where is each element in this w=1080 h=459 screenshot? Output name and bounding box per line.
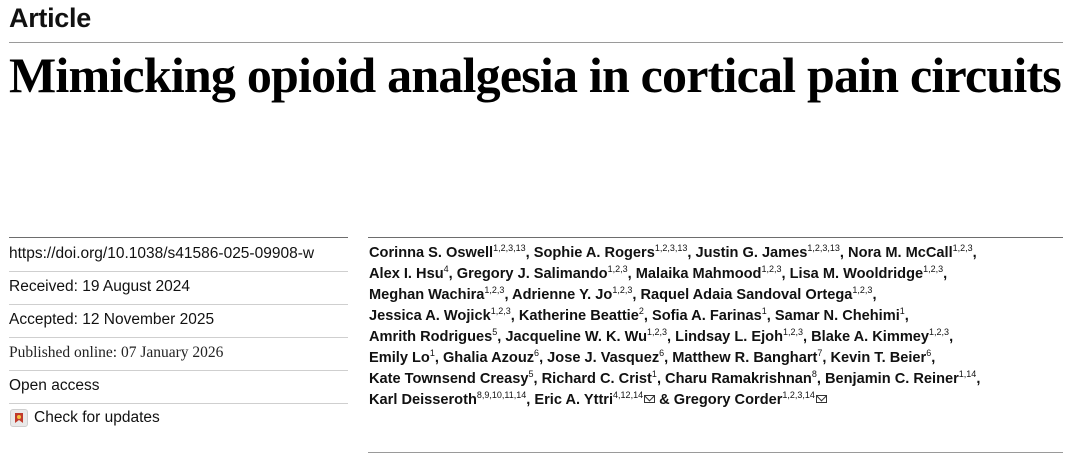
author-affiliation: 2	[638, 306, 644, 316]
author-affiliation: 1,14	[958, 369, 977, 379]
author-affiliation: 1,2,3	[484, 285, 505, 295]
author-name[interactable]: Amrith Rodrigues	[369, 329, 493, 345]
author-separator: ,	[448, 266, 457, 282]
author-separator: &	[655, 392, 674, 408]
author-affiliation: 1,2,3,13	[807, 243, 840, 253]
author-affiliation: 1,2,3	[929, 327, 950, 337]
author-line	[369, 264, 1069, 285]
author-name[interactable]: Katherine Beattie	[518, 308, 639, 324]
author-separator: ,	[949, 329, 954, 345]
author-affiliation: 1,2,3	[923, 264, 944, 274]
author-affiliation: 6	[659, 348, 665, 358]
author-separator: ,	[781, 266, 790, 282]
author-separator: ,	[904, 308, 909, 324]
author-affiliation: 1,2,3	[490, 306, 511, 316]
author-separator: ,	[664, 350, 673, 366]
author-affiliation: 5	[528, 369, 534, 379]
author-affiliation: 1	[761, 306, 767, 316]
doi-link[interactable]: https://doi.org/10.1038/s41586-025-09908-w	[9, 245, 315, 262]
mail-icon[interactable]	[644, 395, 655, 403]
author-name[interactable]: Gregory J. Salimando	[456, 266, 608, 282]
author-separator: ,	[766, 308, 775, 324]
author-affiliation: 1	[899, 306, 905, 316]
author-affiliation: 1,2,3	[612, 285, 633, 295]
author-line	[369, 348, 1069, 369]
article-title: Mimicking opioid analgesia in cortical pain circuits	[9, 47, 1061, 103]
meta-divider	[9, 271, 348, 272]
author-affiliation: 4,12,14	[613, 390, 644, 400]
author-separator: ,	[627, 266, 636, 282]
author-affiliation: 6	[926, 348, 932, 358]
author-separator: ,	[931, 350, 936, 366]
received-date: Received: 19 August 2024	[9, 278, 190, 295]
author-affiliation: 1	[651, 369, 657, 379]
author-name[interactable]: Richard C. Crist	[541, 371, 652, 387]
author-separator: ,	[803, 329, 812, 345]
author-name[interactable]: Raquel Adaia Sandoval Ortega	[640, 287, 853, 303]
author-name[interactable]: Samar N. Chehimi	[774, 308, 900, 324]
author-line	[369, 327, 1069, 348]
author-affiliation: 1,2,3	[647, 327, 668, 337]
author-line	[369, 390, 1069, 411]
author-list	[369, 243, 1069, 411]
author-name[interactable]: Kate Townsend Creasy	[369, 371, 529, 387]
accepted-date: Accepted: 12 November 2025	[9, 311, 215, 328]
author-separator: ,	[656, 371, 666, 387]
author-separator: ,	[632, 287, 641, 303]
author-separator: ,	[497, 329, 506, 345]
author-name[interactable]: Benjamin C. Reiner	[824, 371, 959, 387]
meta-divider	[9, 337, 348, 338]
author-separator: ,	[510, 308, 519, 324]
author-name[interactable]: Kevin T. Beier	[830, 350, 927, 366]
section-label: Article	[9, 3, 91, 33]
author-name[interactable]: Karl Deisseroth	[369, 392, 477, 408]
author-name[interactable]: Jacqueline W. K. Wu	[505, 329, 648, 345]
meta-divider	[9, 304, 348, 305]
authors-top-divider	[368, 237, 1063, 238]
author-line	[369, 243, 1069, 264]
author-name[interactable]: Charu Ramakrishnan	[665, 371, 812, 387]
author-separator: ,	[526, 392, 535, 408]
author-line	[369, 369, 1069, 390]
mail-icon[interactable]	[816, 395, 827, 403]
author-separator: ,	[943, 266, 948, 282]
author-name[interactable]: Jessica A. Wojick	[369, 308, 491, 324]
author-affiliation: 8	[811, 369, 817, 379]
meta-divider	[9, 403, 348, 404]
published-date: Published online: 07 January 2026	[9, 344, 224, 361]
author-name[interactable]: Malaika Mahmood	[635, 266, 762, 282]
author-line	[369, 285, 1069, 306]
author-affiliation: 1	[429, 348, 435, 358]
author-line	[369, 306, 1069, 327]
author-name[interactable]: Sofia A. Farinas	[651, 308, 762, 324]
author-name[interactable]: Eric A. Yttri	[534, 392, 614, 408]
author-name[interactable]: Meghan Wachira	[369, 287, 485, 303]
author-separator: ,	[643, 308, 652, 324]
header-divider	[9, 42, 1063, 43]
author-name[interactable]: Adrienne Y. Jo	[512, 287, 613, 303]
author-separator: ,	[839, 245, 849, 261]
author-separator: ,	[976, 371, 981, 387]
author-affiliation: 1,2,3	[783, 327, 804, 337]
author-separator: ,	[816, 371, 825, 387]
author-separator: ,	[525, 245, 534, 261]
author-affiliation: 1,2,3	[761, 264, 782, 274]
author-name[interactable]: Ghalia Azouz	[442, 350, 535, 366]
author-name[interactable]: Blake A. Kimmey	[811, 329, 930, 345]
author-name[interactable]: Emily Lo	[369, 350, 430, 366]
open-access-label: Open access	[9, 377, 100, 394]
author-name[interactable]: Nora M. McCall	[848, 245, 953, 261]
author-affiliation: 1,2,3,13	[654, 243, 688, 253]
meta-divider	[9, 370, 348, 371]
author-affiliation: 7	[817, 348, 823, 358]
author-name[interactable]: Alex I. Hsu	[369, 266, 444, 282]
meta-top-divider	[9, 237, 348, 238]
author-name[interactable]: Lisa M. Wooldridge	[789, 266, 924, 282]
author-name[interactable]: Corinna S. Oswell	[369, 245, 494, 261]
author-separator: ,	[539, 350, 548, 366]
author-name[interactable]: Gregory Corder	[673, 392, 783, 408]
author-affiliation: 1,2,3	[607, 264, 628, 274]
author-affiliation: 1,2,3,14	[782, 390, 815, 400]
author-separator: ,	[504, 287, 513, 303]
author-affiliation: 1,2,3	[852, 285, 873, 295]
author-name[interactable]: Matthew R. Banghart	[672, 350, 818, 366]
check-updates-icon[interactable]	[10, 409, 28, 427]
author-separator: ,	[972, 245, 977, 261]
author-name[interactable]: Sophie A. Rogers	[533, 245, 655, 261]
authors-bottom-divider	[368, 452, 1063, 453]
author-separator: ,	[434, 350, 443, 366]
author-separator: ,	[667, 329, 676, 345]
author-affiliation: 4	[443, 264, 449, 274]
author-separator: ,	[872, 287, 877, 303]
author-separator: ,	[687, 245, 696, 261]
author-name[interactable]: Lindsay L. Ejoh	[675, 329, 783, 345]
author-name[interactable]: Jose J. Vasquez	[547, 350, 660, 366]
author-affiliation: 5	[492, 327, 498, 337]
author-separator: ,	[533, 371, 542, 387]
author-affiliation: 1,2,3,13	[493, 243, 526, 253]
author-affiliation: 1,2,3	[952, 243, 973, 253]
author-separator: ,	[822, 350, 831, 366]
check-updates-link[interactable]: Check for updates	[34, 409, 160, 426]
author-affiliation: 8,9,10,11,14	[476, 390, 527, 400]
author-name[interactable]: Justin G. James	[695, 245, 808, 261]
author-affiliation: 6	[534, 348, 540, 358]
